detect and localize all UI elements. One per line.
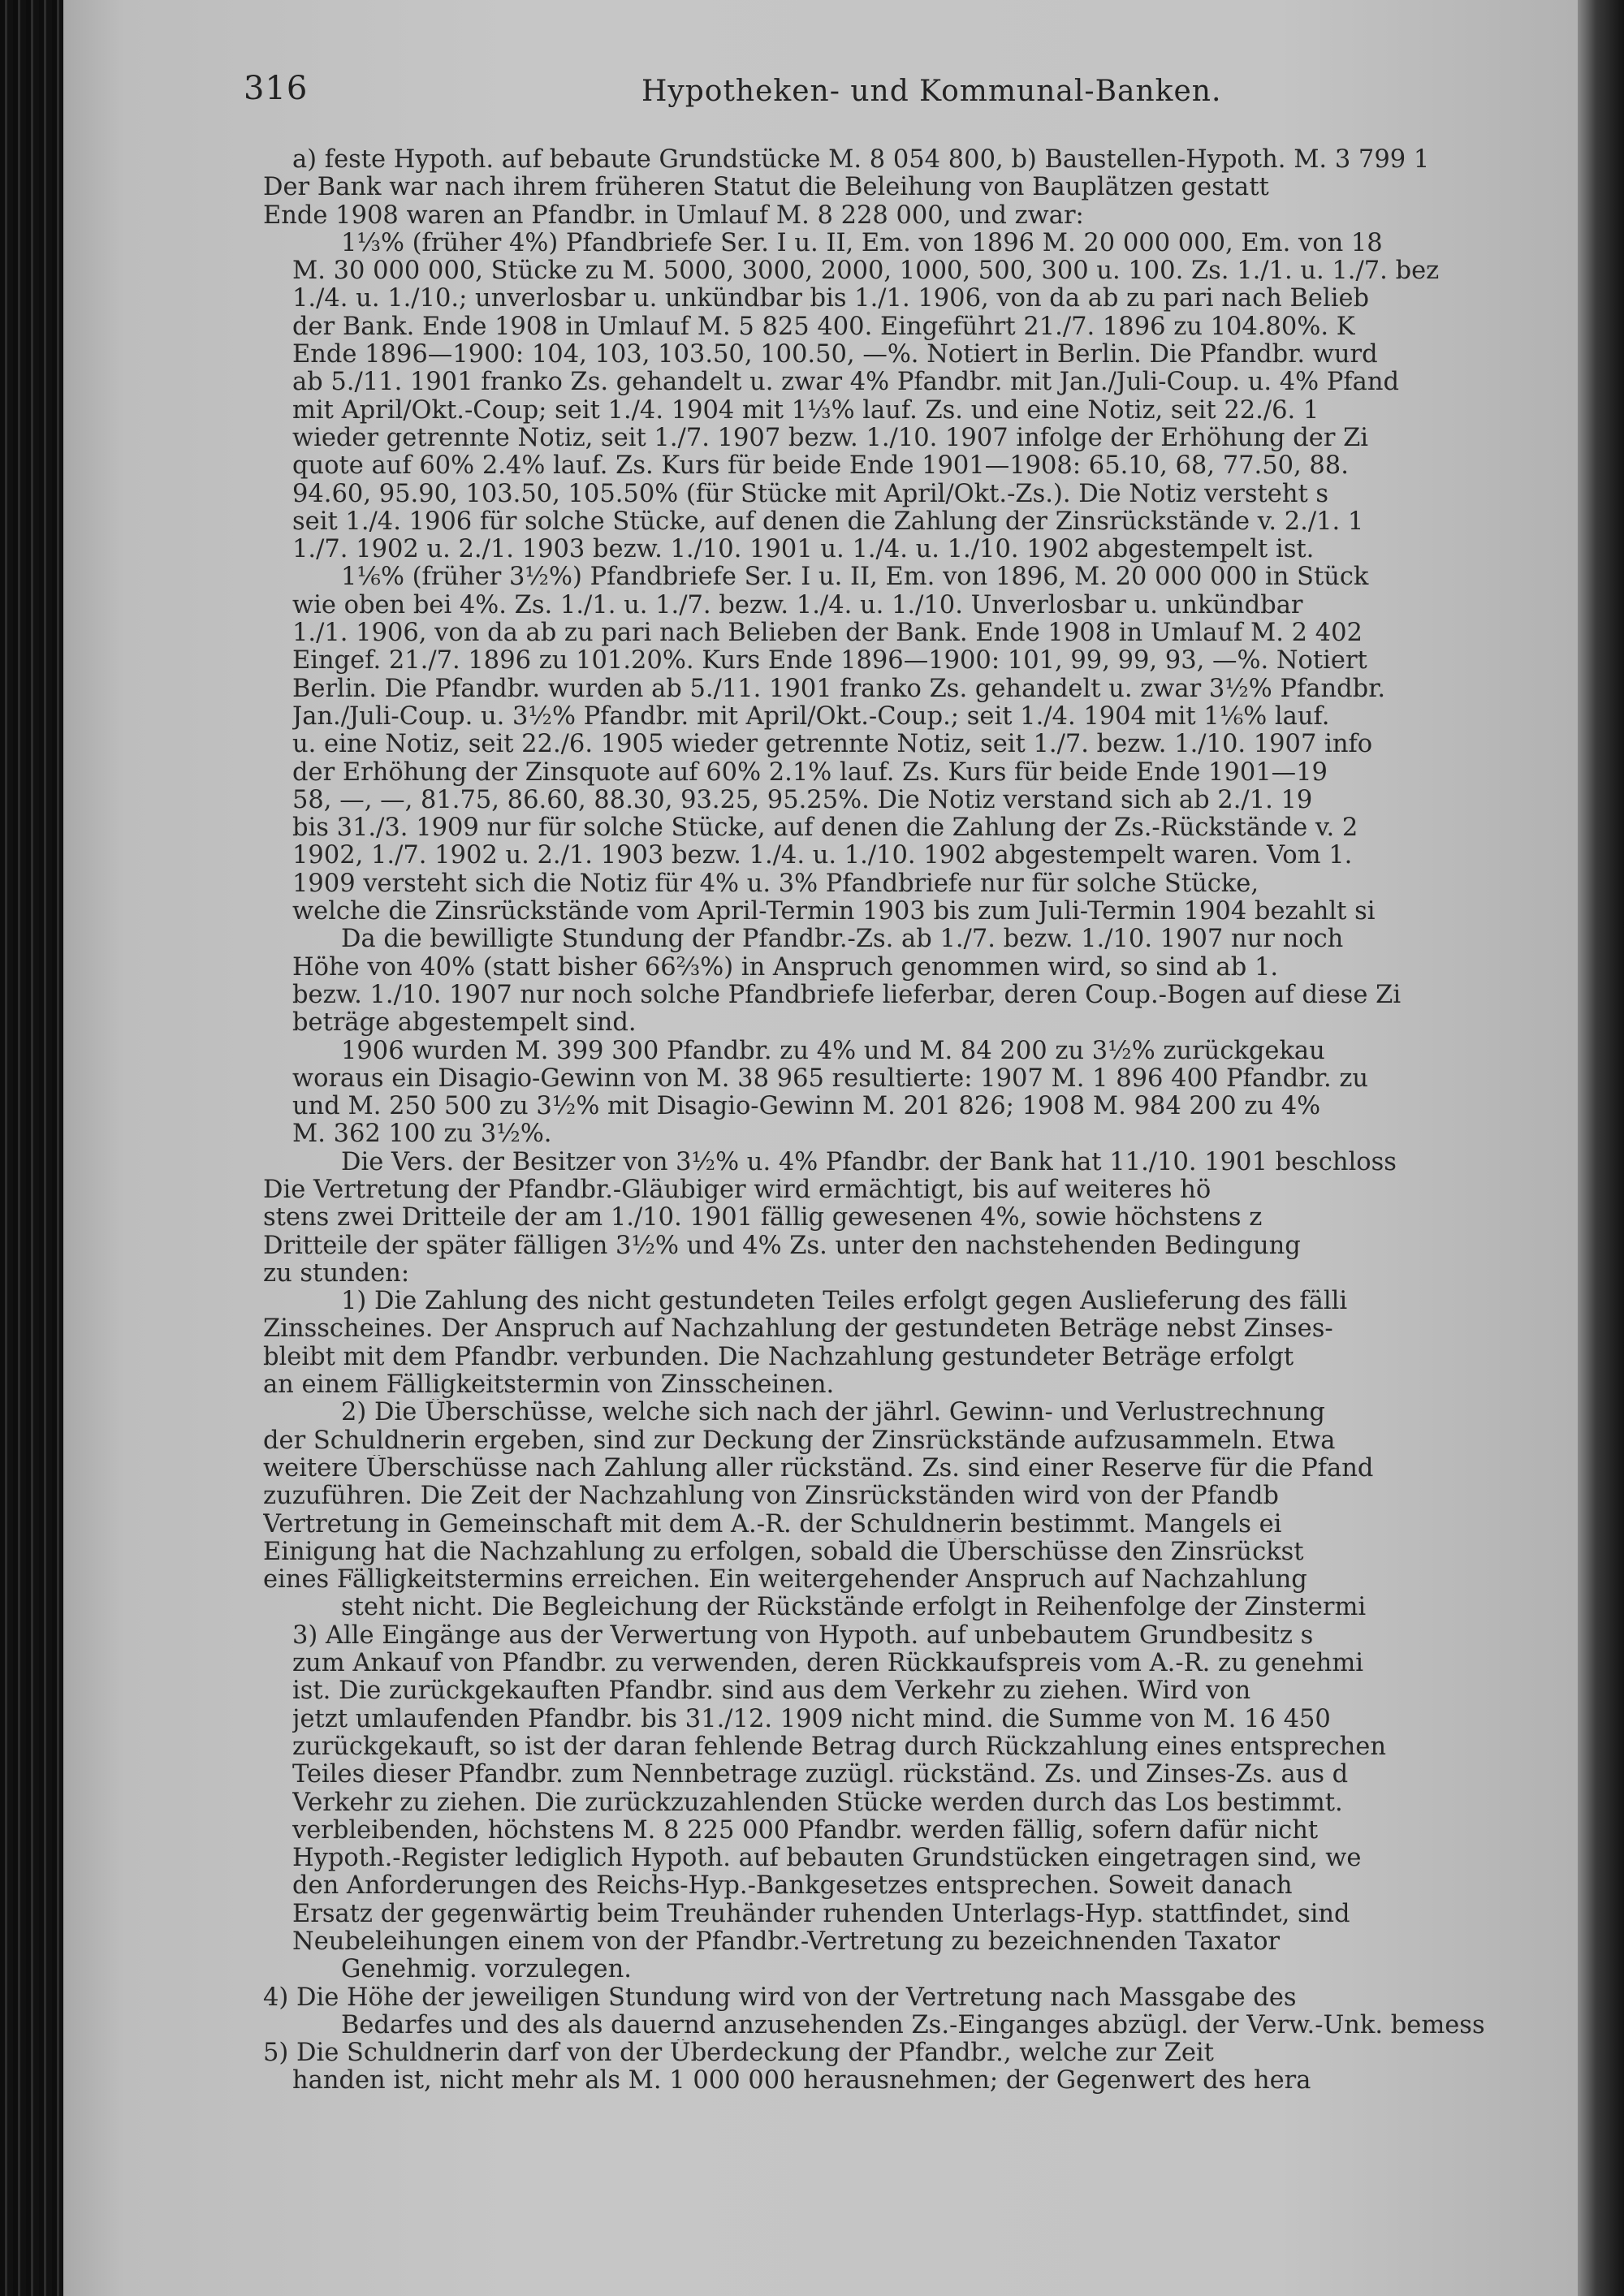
text-line: Einigung hat die Nachzahlung zu erfolgen, sobald die Überschüsse den Zinsrückst xyxy=(263,1538,1304,1566)
text-line: Vertretung in Gemeinschaft mit dem A.-R. der Schuldnerin bestimmt. Mangels ei xyxy=(263,1510,1282,1539)
text-line: zuzuführen. Die Zeit der Nachzahlung von Zinsrückständen wird von der Pfandb xyxy=(263,1482,1279,1511)
text-line: Der Bank war nach ihrem früheren Statut die Beleihung von Bauplätzen gestatt xyxy=(263,174,1269,202)
text-line: seit 1./4. 1906 für solche Stücke, auf denen die Zahlung der Zinsrückstände v. 2./1. 1 xyxy=(292,507,1364,536)
text-line: u. eine Notiz, seit 22./6. 1905 wieder getrennte Notiz, seit 1./7. bezw. 1./10. 1907 info xyxy=(292,731,1373,759)
text-line: Berlin. Die Pfandbr. wurden ab 5./11. 1901 franko Zs. gehandelt u. zwar 3½% Pfandbr. xyxy=(292,675,1386,703)
text-line: Ende 1896—1900: 104, 103, 103.50, 100.50, —%. Notiert in Berlin. Die Pfandbr. wurd xyxy=(292,341,1378,369)
text-line: Dritteile der später fälligen 3½% und 4% Zs. unter den nachstehenden Bedingung xyxy=(263,1232,1301,1260)
text-line: 1⅓% (früher 4%) Pfandbriefe Ser. I u. II, Em. von 1896 M. 20 000 000, Em. von 18 xyxy=(341,229,1383,257)
text-line: 1906 wurden M. 399 300 Pfandbr. zu 4% und M. 84 200 zu 3½% zurückgekau xyxy=(341,1037,1325,1065)
text-line: Da die bewilligte Stundung der Pfandbr.-Zs. ab 1./7. bezw. 1./10. 1907 nur noch xyxy=(341,926,1344,954)
text-line: Jan./Juli-Coup. u. 3½% Pfandbr. mit April/Okt.-Coup.; seit 1./4. 1904 mit 1⅙% lauf. xyxy=(292,702,1330,731)
text-line: zurückgekauft, so ist der daran fehlende Betrag durch Rückzahlung eines entsprechen xyxy=(292,1733,1386,1761)
text-line: Neubeleihungen einem von der Pfandbr.-Vertretung zu bezeichnenden Taxator xyxy=(292,1928,1281,1956)
text-line: 58, —, —, 81.75, 86.60, 88.30, 93.25, 95.25%. Die Notiz verstand sich ab 2./1. 19 xyxy=(292,786,1313,814)
text-line: a) feste Hypoth. auf bebaute Grundstücke M. 8 054 800, b) Baustellen-Hypoth. M. 3 799 1 xyxy=(292,146,1430,174)
text-line: verbleibenden, höchstens M. 8 225 000 Pfandbr. werden fällig, sofern dafür nicht xyxy=(292,1816,1319,1845)
page-header xyxy=(244,70,1510,119)
text-line: Die Vers. der Besitzer von 3½% u. 4% Pfandbr. der Bank hat 11./10. 1901 beschloss xyxy=(341,1148,1397,1176)
text-line: 94.60, 95.90, 103.50, 105.50% (für Stücke mit April/Okt.-Zs.). Die Notiz versteht s xyxy=(292,480,1329,508)
text-line: 1./7. 1902 u. 2./1. 1903 bezw. 1./10. 1901 u. 1./4. u. 1./10. 1902 abgestempelt ist. xyxy=(292,536,1315,564)
text-line: Zinsscheines. Der Anspruch auf Nachzahlung der gestundeten Beträge nebst Zinses- xyxy=(263,1315,1333,1344)
text-line: den Anforderungen des Reichs-Hyp.-Bankgesetzes entsprechen. Soweit danach xyxy=(292,1872,1293,1901)
text-line: wieder getrennte Notiz, seit 1./7. 1907 bezw. 1./10. 1907 infolge der Erhöhung der Zi xyxy=(292,424,1369,452)
text-line: und M. 250 500 zu 3½% mit Disagio-Gewinn M. 201 826; 1908 M. 984 200 zu 4% xyxy=(292,1093,1321,1121)
text-line: welche die Zinsrückstände vom April-Termin 1903 bis zum Juli-Termin 1904 bezahlt si xyxy=(292,898,1376,926)
text-line: Teiles dieser Pfandbr. zum Nennbetrage zuzügl. rückständ. Zs. und Zinses-Zs. aus d xyxy=(292,1761,1349,1789)
text-line: wie oben bei 4%. Zs. 1./1. u. 1./7. bezw. 1./4. u. 1./10. Unverlosbar u. unkündbar xyxy=(292,591,1303,619)
text-line: weitere Überschüsse nach Zahlung aller rückständ. Zs. sind einer Reserve für die Pfand xyxy=(263,1454,1374,1482)
text-line: 1⅙% (früher 3½%) Pfandbriefe Ser. I u. II, Em. von 1896, M. 20 000 000 in Stück xyxy=(341,563,1369,592)
text-line: Höhe von 40% (statt bisher 66⅔%) in Anspruch genommen wird, so sind ab 1. xyxy=(292,953,1279,982)
text-line: bezw. 1./10. 1907 nur noch solche Pfandbriefe lieferbar, deren Coup.-Bogen auf diese Zi xyxy=(292,981,1402,1009)
text-line: Bedarfes und des als dauernd anzusehenden Zs.-Einganges abzügl. der Verw.-Unk. bemess xyxy=(341,2011,1485,2039)
text-line: ist. Die zurückgekauften Pfandbr. sind aus dem Verkehr zu ziehen. Wird von xyxy=(292,1677,1251,1706)
text-line: mit April/Okt.-Coup; seit 1./4. 1904 mit 1⅓% lauf. Zs. und eine Notiz, seit 22./6. 1 xyxy=(292,396,1320,425)
text-line: 1902, 1./7. 1902 u. 2./1. 1903 bezw. 1./4. u. 1./10. 1902 abgestempelt waren. Vom 1. xyxy=(292,842,1353,870)
text-line: 2) Die Überschüsse, welche sich nach der jährl. Gewinn- und Verlustrechnung xyxy=(341,1399,1325,1427)
text-line: der Bank. Ende 1908 in Umlauf M. 5 825 400. Eingeführt 21./7. 1896 zu 104.80%. K xyxy=(292,313,1355,341)
text-line: Ende 1908 waren an Pfandbr. in Umlauf M. 8 228 000, und zwar: xyxy=(263,201,1084,230)
text-line: der Schuldnerin ergeben, sind zur Deckung der Zinsrückstände aufzusammeln. Etwa xyxy=(263,1426,1336,1455)
text-line: 4) Die Höhe der jeweiligen Stundung wird von der Vertretung nach Massgabe des xyxy=(263,1983,1297,2012)
text-line: ab 5./11. 1901 franko Zs. gehandelt u. zwar 4% Pfandbr. mit Jan./Juli-Coup. u. 4% Pfand xyxy=(292,369,1400,397)
book-binding-edge xyxy=(0,0,63,2296)
page-right-edge-shadow xyxy=(1578,0,1624,2296)
text-line: zu stunden: xyxy=(263,1259,410,1288)
text-line: 5) Die Schuldnerin darf von der Überdeckung der Pfandbr., welche zur Zeit xyxy=(263,2039,1214,2068)
text-line: bleibt mit dem Pfandbr. verbunden. Die Nachzahlung gestundeter Beträge erfolgt xyxy=(263,1343,1294,1371)
body-text-block xyxy=(263,146,1543,2095)
text-line: bis 31./3. 1909 nur für solche Stücke, auf denen die Zahlung der Zs.-Rückstände v. 2 xyxy=(292,814,1358,843)
text-line: Die Vertretung der Pfandbr.-Gläubiger wird ermächtigt, bis auf weiteres hö xyxy=(263,1176,1212,1204)
text-line: steht nicht. Die Begleichung der Rückstände erfolgt in Reihenfolge der Zinstermi xyxy=(341,1594,1367,1622)
text-line: Hypoth.-Register lediglich Hypoth. auf bebauten Grundstücken eingetragen sind, we xyxy=(292,1845,1362,1873)
text-line: M. 362 100 zu 3½%. xyxy=(292,1120,552,1149)
text-line: eines Fälligkeitstermins erreichen. Ein weitergehender Anspruch auf Nachzahlung xyxy=(263,1566,1307,1595)
text-line: 1) Die Zahlung des nicht gestundeten Teiles erfolgt gegen Auslieferung des fälli xyxy=(341,1288,1348,1316)
text-line: 1./1. 1906, von da ab zu pari nach Belieben der Bank. Ende 1908 in Umlauf M. 2 402 xyxy=(292,619,1363,648)
page-number: 316 xyxy=(244,70,309,107)
text-line: quote auf 60% 2.4% lauf. Zs. Kurs für beide Ende 1901—1908: 65.10, 68, 77.50, 88. xyxy=(292,452,1349,481)
text-line: 1./4. u. 1./10.; unverlosbar u. unkündbar bis 1./1. 1906, von da ab zu pari nach Belieb xyxy=(292,285,1370,313)
text-line: handen ist, nicht mehr als M. 1 000 000 herausnehmen; der Gegenwert des hera xyxy=(292,2067,1311,2095)
text-line: M. 30 000 000, Stücke zu M. 5000, 3000, 2000, 1000, 500, 300 u. 100. Zs. 1./1. u. 1./7. bez xyxy=(292,257,1440,286)
text-line: Genehmig. vorzulegen. xyxy=(341,1956,632,1984)
text-line: 1909 versteht sich die Notiz für 4% u. 3% Pfandbriefe nur für solche Stücke, xyxy=(292,870,1259,898)
text-line: Ersatz der gegenwärtig beim Treuhänder ruhenden Unterlags-Hyp. stattfindet, sind xyxy=(292,1900,1350,1928)
text-line: Eingef. 21./7. 1896 zu 101.20%. Kurs Ende 1896—1900: 101, 99, 99, 93, —%. Notiert xyxy=(292,647,1367,675)
text-line: der Erhöhung der Zinsquote auf 60% 2.1% lauf. Zs. Kurs für beide Ende 1901—19 xyxy=(292,758,1328,787)
running-head: Hypotheken- und Kommunal-Banken. xyxy=(641,75,1222,108)
text-line: woraus ein Disagio-Gewinn von M. 38 965 resultierte: 1907 M. 1 896 400 Pfandbr. zu xyxy=(292,1064,1369,1093)
text-line: beträge abgestempelt sind. xyxy=(292,1009,637,1038)
text-line: 3) Alle Eingänge aus der Verwertung von Hypoth. auf unbebautem Grundbesitz s xyxy=(292,1621,1314,1650)
text-line: an einem Fälligkeitstermin von Zinsscheinen. xyxy=(263,1371,835,1400)
text-line: Verkehr zu ziehen. Die zurückzuzahlenden Stücke werden durch das Los bestimmt. xyxy=(292,1789,1343,1817)
text-line: jetzt umlaufenden Pfandbr. bis 31./12. 1909 nicht mind. die Summe von M. 16 450 xyxy=(292,1705,1331,1733)
text-line: stens zwei Dritteile der am 1./10. 1901 fällig gewesenen 4%, sowie höchstens z xyxy=(263,1204,1263,1232)
text-line: zum Ankauf von Pfandbr. zu verwenden, deren Rückkaufspreis vom A.-R. zu genehmi xyxy=(292,1650,1364,1678)
